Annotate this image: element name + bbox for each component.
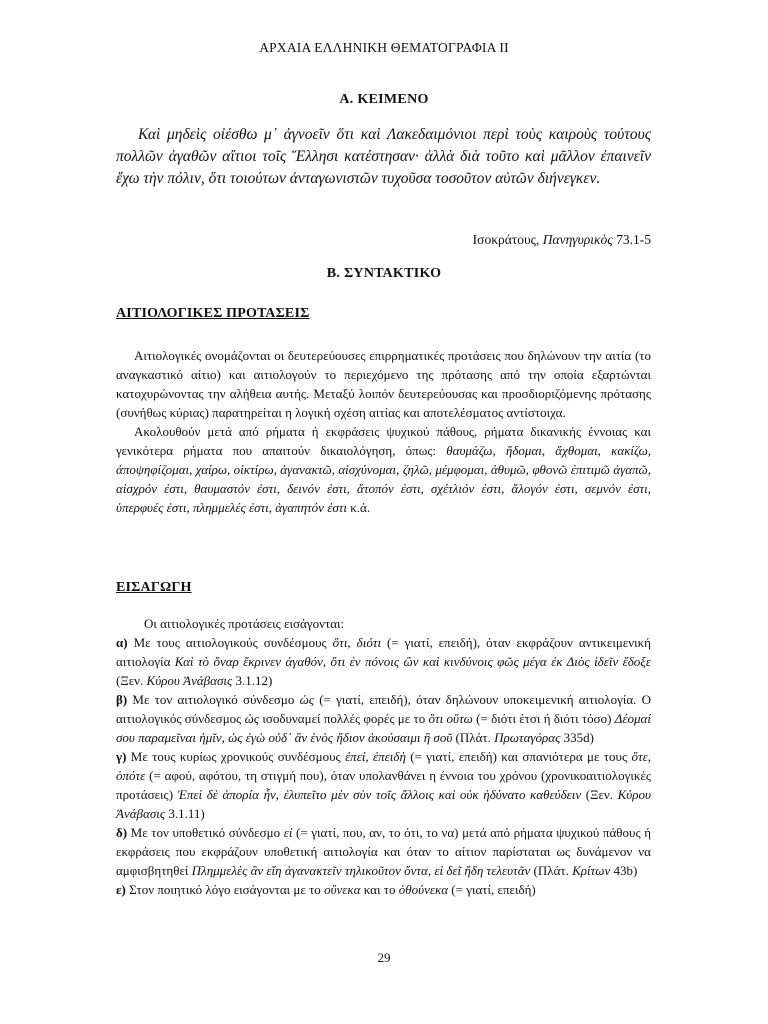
item-text: (= γιατί, επειδή), όταν δηλώνουν υποκειμενική αιτιολογία. Ο αιτιολογικός σύνδεσμος [116, 692, 651, 726]
item-text: Στον ποιητικό λόγο εισάγονται με το [125, 882, 325, 897]
item-text: 335d) [560, 730, 594, 745]
item-text: (= αφού, αφότου, τη στιγμή που), όταν υπολανθάνει η έννοια του χρόνου (χρονικοαιτιολογικές προτάσεις) [116, 768, 651, 802]
citation [473, 232, 651, 248]
item-text: 3.1.11) [165, 806, 205, 821]
introduction-lead: Οι αιτιολογικές προτάσεις εισάγονται: [144, 616, 345, 631]
usage-text: Ακολουθούν μετά από ρήματα ή εκφράσεις ψυχικού πάθους, ρήματα δικανικής έννοιας και γενικότερα ρήματα που απαιτούν δικαιολόγηση, όπως: [116, 424, 651, 458]
introduction-body [116, 614, 651, 899]
item-text: (Πλάτ. [530, 863, 573, 878]
section-a-heading: Α. ΚΕΙΜΕΝΟ [339, 92, 429, 107]
citation-work: Πανηγυρικὸς [542, 232, 613, 247]
ancient-text-block [116, 124, 651, 190]
item-italic: ὡς [299, 692, 315, 707]
item-label: β) [116, 692, 128, 707]
item-text: Με τον αιτιολογικό σύνδεσμο [127, 692, 300, 707]
ancient-greek-passage: Καὶ μηδεὶς οἰέσθω μ᾽ ἀγνοεῖν ὅτι καὶ Λακεδαιμόνιοι περὶ τοὺς καιροὺς τούτους πολλῶν ἀγαθῶν αἴτιοι τοῖς Ἕλλησι κατέστησαν· ἀλλὰ διὰ τοῦτο καὶ μᾶλλον ἐπαινεῖν ἔχω τὴν πόλιν, ὅτι τοιούτων ἀνταγωνιστῶν τυχοῦσα τοσοῦτον αὐτῶν διήνεγκεν. [116, 126, 651, 187]
verb-list: θαυμάζω, ἥδομαι, ἄχθομαι, κακίζω, ἀποψηφίζομαι, χαίρω, οἰκτίρω, ἀγανακτῶ, αἰσχύνομαι, ζηλῶ, μέμφομαι, ἀθυμῶ, φθονῶ ἐπιτιμῶ ἀγαπῶ, αἰσχρόν ἐστι, θαυμαστόν ἐστι, δεινόν ἐστι, ἄτοπόν ἐστι, σχέτλιόν ἐστι, ἄλογόν ἐστι, σεμνόν ἐστι, ὑπερφυές ἐστι, πλημμελές ἐστι, ἀγαπητόν ἐστι [116, 443, 651, 515]
item-label: γ) [116, 749, 127, 764]
introduction-heading: ΕΙΣΑΓΩΓΗ [116, 580, 192, 595]
item-italic: ἐπεί, ἐπειδὴ [345, 749, 406, 764]
item-source: Πρωταγόρας [494, 730, 561, 745]
item-italic: οὕνεκα [324, 882, 361, 897]
item-italic: ὅτε, ὁπότε [116, 749, 652, 783]
item-text: (= γιατί, επειδή), όταν εκφράζουν αντικειμενική αιτιολογία [116, 635, 651, 669]
item-label: δ) [116, 825, 128, 840]
item-text: Με τους αιτιολογικούς συνδέσμους [127, 635, 333, 650]
section-b-heading: Β. ΣΥΝΤΑΚΤΙΚΟ [326, 266, 442, 281]
list-item [116, 823, 651, 880]
definition-paragraph: Αιτιολογικές ονομάζονται οι δευτερεύουσες επιρρηματικές προτάσεις που δηλώνουν την αιτία (το αναγκαστικό αίτιο) και αιτιολογούν το περιεχόμενο της πρότασης από την οποία εξαρτώνται κατοχυρώνοντας την αλήθεια αυτής. Μεταξύ λοιπόν δευτερεύουσας και προσδιοριζόμενης πρότασης (συνήθως κύριας) παρατηρείται η λογική σχέση αιτίας και αποτελέσματος αντίστοιχα. [116, 348, 651, 420]
causal-clauses-heading: ΑΙΤΙΟΛΟΓΙΚΕΣ ΠΡΟΤΑΣΕΙΣ [116, 306, 310, 321]
item-example: Καὶ τὸ ὄναρ ἔκρινεν ἀγαθόν, ὅτι ἐν πόνοις ὢν καὶ κινδύνοις φῶς μέγα ἐκ Διὸς ἰδεῖν ἔδοξε [174, 654, 651, 669]
list-item [116, 633, 651, 690]
item-label: α) [116, 635, 128, 650]
citation-author: Ισοκράτους, [472, 232, 543, 247]
citation-reference: 73.1-5 [612, 232, 651, 247]
item-text: (= διότι έτσι ή διότι τόσο) [472, 711, 615, 726]
item-text: Με τον υποθετικό σύνδεσμο [127, 825, 284, 840]
item-text: (Ξεν. [581, 787, 618, 802]
item-text: (= γιατί, που, αν, το ότι, το να) μετά από ρήματα ψυχικού πάθους ή εκφράσεις που εκφράζουν υποθετική αιτιολογία και όταν το αίτιον παρίσταται ως δυνάμενον να αμφισβητηθεί [116, 825, 651, 878]
item-text: (= γιατί, επειδή) [448, 882, 536, 897]
item-source: Κρίτων [572, 863, 611, 878]
item-text: 3.1.12) [232, 673, 273, 688]
item-italic: ὅτι, διότι [332, 635, 382, 650]
item-text: ισοδυναμεί πολλές φορές με το [259, 711, 429, 726]
list-item [116, 690, 651, 747]
usage-end: κ.ά. [347, 500, 371, 515]
item-italic: ὡς [244, 711, 260, 726]
item-example: Ἐπεὶ δὲ ἀπορία ἦν, ἐλυπεῖτο μὲν σὺν τοῖς ἄλλοις καὶ οὐκ ἠδύνατο καθεύδειν [177, 787, 582, 802]
item-italic: ὅτι οὕτω [428, 711, 473, 726]
usage-paragraph [116, 422, 651, 517]
syntax-body [116, 346, 651, 517]
list-item [116, 880, 651, 899]
item-source: Κύρου Ἀνάβασις [146, 673, 233, 688]
item-example: Πλημμελὲς ἂν εἴη ἀγανακτεῖν τηλικοῦτον ὄντα, εἰ δεῖ ἤδη τελευτᾶν [191, 863, 531, 878]
item-text: (Πλάτ. [452, 730, 495, 745]
item-text: 43b) [610, 863, 638, 878]
running-header: ΑΡΧΑΙΑ ΕΛΛΗΝΙΚΗ ΘΕΜΑΤΟΓΡΑΦΙΑ ΙΙ [259, 40, 509, 55]
item-italic: ὁθούνεκα [398, 882, 449, 897]
list-item [116, 747, 651, 823]
item-text: (Ξεν. [116, 673, 147, 688]
item-text: (= γιατί, επειδή) και σπανιότερα με τους [405, 749, 632, 764]
item-source: Κύρου Ἀνάβασις [116, 787, 651, 821]
item-italic: εἰ [283, 825, 293, 840]
item-example: Δέομαί σου παραμεῖναι ἡμῖν, ὡς ἐγὼ οὐδ᾽ ἂν ἑνὸς ἥδιον ἀκούσαιμι ἢ σοῦ [116, 711, 651, 745]
item-text: και το [360, 882, 399, 897]
item-label: ε) [116, 882, 126, 897]
item-text: Με τους κυρίως χρονικούς συνδέσμους [126, 749, 346, 764]
page-number: 29 [377, 950, 391, 965]
